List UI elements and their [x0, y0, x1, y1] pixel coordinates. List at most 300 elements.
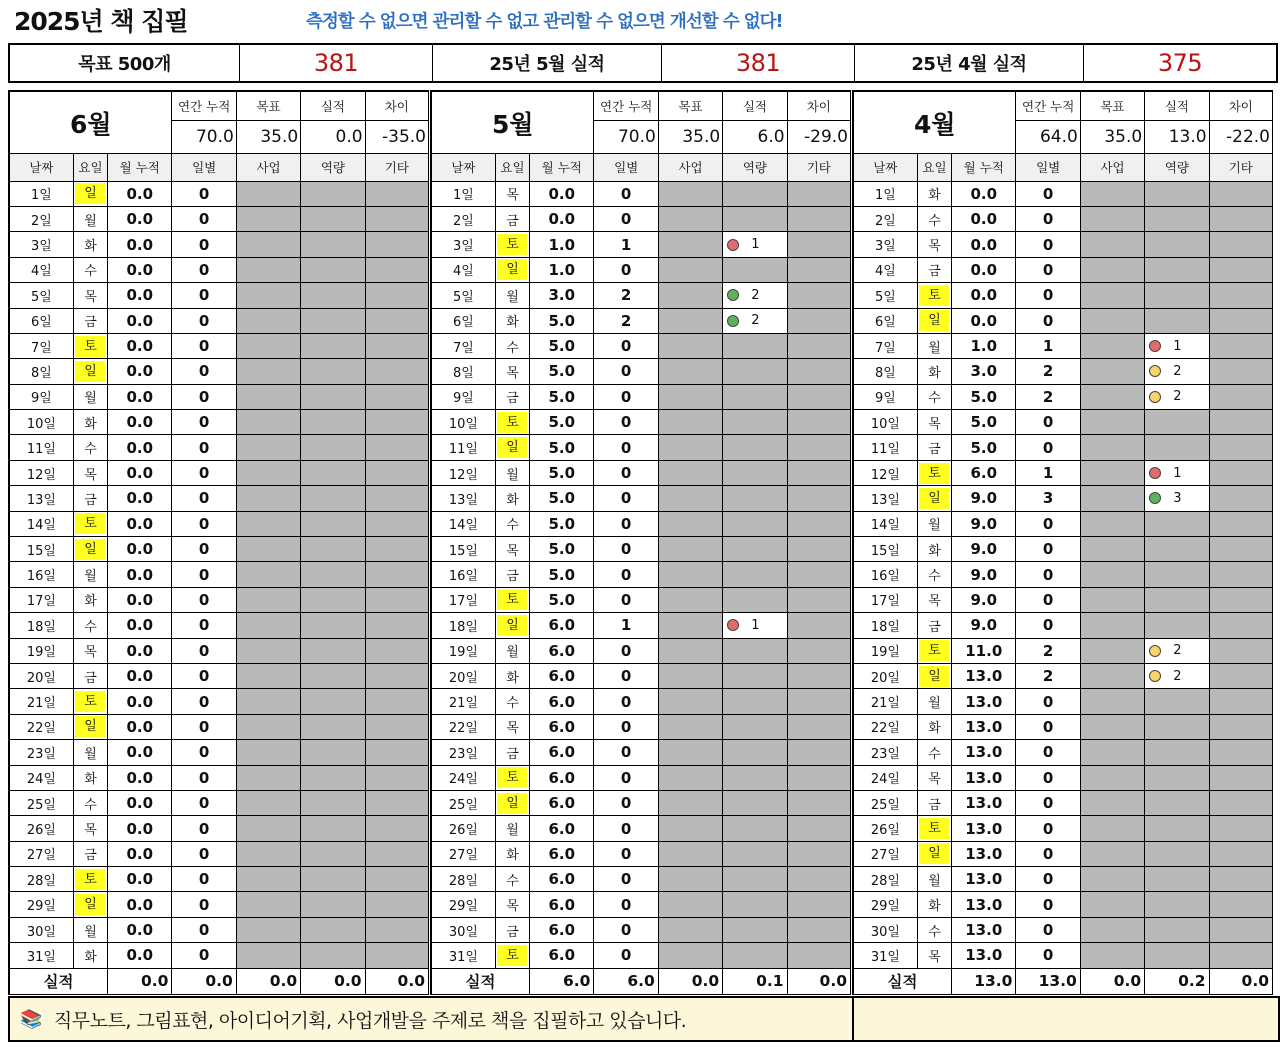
daily-count-cell[interactable]: 0: [1016, 435, 1080, 460]
month-cumulative-cell[interactable]: 9.0: [952, 537, 1016, 562]
date-cell[interactable]: 3일: [853, 232, 917, 257]
capability-cell[interactable]: [301, 384, 365, 409]
month-cumulative-cell[interactable]: 0.0: [108, 841, 172, 866]
other-cell[interactable]: [365, 181, 428, 206]
capability-cell[interactable]: [301, 816, 365, 841]
capability-cell[interactable]: [723, 714, 787, 739]
business-cell[interactable]: [658, 460, 722, 485]
business-cell[interactable]: [236, 308, 300, 333]
business-cell[interactable]: [658, 435, 722, 460]
weekday-cell[interactable]: [495, 892, 529, 917]
weekday-cell[interactable]: [917, 511, 951, 536]
other-cell[interactable]: [1209, 765, 1272, 790]
weekday-cell[interactable]: [495, 460, 529, 485]
other-cell[interactable]: [365, 816, 428, 841]
month-cumulative-cell[interactable]: 5.0: [530, 511, 594, 536]
other-cell[interactable]: [365, 867, 428, 892]
daily-count-cell[interactable]: 0: [1016, 587, 1080, 612]
date-cell[interactable]: 1일: [853, 181, 917, 206]
daily-count-cell[interactable]: 2: [1016, 638, 1080, 663]
daily-count-cell[interactable]: 0: [172, 917, 236, 942]
daily-count-cell[interactable]: 0: [1016, 841, 1080, 866]
capability-cell[interactable]: [301, 562, 365, 587]
date-cell[interactable]: 11일: [853, 435, 917, 460]
date-cell[interactable]: 17일: [853, 587, 917, 612]
daily-count-cell[interactable]: 0: [172, 689, 236, 714]
daily-count-cell[interactable]: 2: [1016, 663, 1080, 688]
month-cumulative-cell[interactable]: 0.0: [108, 333, 172, 358]
month-cumulative-cell[interactable]: 0.0: [108, 892, 172, 917]
month-cumulative-cell[interactable]: 0.0: [108, 359, 172, 384]
month-cumulative-cell[interactable]: 13.0: [952, 816, 1016, 841]
capability-cell[interactable]: [1145, 587, 1209, 612]
month-cumulative-cell[interactable]: 5.0: [952, 384, 1016, 409]
other-cell[interactable]: [365, 283, 428, 308]
other-cell[interactable]: [787, 943, 850, 968]
capability-cell[interactable]: [301, 638, 365, 663]
date-cell[interactable]: 28일: [9, 867, 73, 892]
capability-cell[interactable]: [301, 435, 365, 460]
weekday-cell[interactable]: [495, 232, 529, 257]
daily-count-cell[interactable]: 0: [594, 714, 658, 739]
weekday-cell[interactable]: [73, 562, 107, 587]
date-cell[interactable]: 18일: [431, 613, 495, 638]
month-cumulative-cell[interactable]: 0.0: [108, 206, 172, 231]
month-cumulative-cell[interactable]: 6.0: [530, 943, 594, 968]
date-cell[interactable]: 19일: [853, 638, 917, 663]
weekday-cell[interactable]: [495, 765, 529, 790]
business-cell[interactable]: [1080, 384, 1144, 409]
daily-count-cell[interactable]: 0: [172, 257, 236, 282]
capability-cell[interactable]: [1145, 765, 1209, 790]
capability-cell[interactable]: [301, 333, 365, 358]
business-cell[interactable]: [236, 689, 300, 714]
total-value[interactable]: 0.0: [172, 968, 236, 994]
month-cumulative-cell[interactable]: 9.0: [952, 613, 1016, 638]
capability-cell[interactable]: [1145, 232, 1209, 257]
month-cumulative-cell[interactable]: 5.0: [530, 486, 594, 511]
date-cell[interactable]: 14일: [853, 511, 917, 536]
date-cell[interactable]: 4일: [9, 257, 73, 282]
other-cell[interactable]: [1209, 587, 1272, 612]
other-cell[interactable]: [1209, 435, 1272, 460]
month-cumulative-cell[interactable]: 0.0: [108, 511, 172, 536]
month-cumulative-cell[interactable]: 13.0: [952, 943, 1016, 968]
date-cell[interactable]: 23일: [431, 740, 495, 765]
month-cumulative-cell[interactable]: 6.0: [530, 689, 594, 714]
weekday-cell[interactable]: [73, 613, 107, 638]
capability-cell[interactable]: [301, 511, 365, 536]
date-cell[interactable]: 23일: [9, 740, 73, 765]
month-cumulative-cell[interactable]: 3.0: [530, 283, 594, 308]
daily-count-cell[interactable]: 3: [1016, 486, 1080, 511]
capability-cell[interactable]: [723, 562, 787, 587]
daily-count-cell[interactable]: 0: [172, 206, 236, 231]
other-cell[interactable]: [365, 537, 428, 562]
month-cumulative-cell[interactable]: 13.0: [952, 917, 1016, 942]
capability-cell[interactable]: [723, 892, 787, 917]
month-cumulative-cell[interactable]: 0.0: [108, 765, 172, 790]
daily-count-cell[interactable]: 0: [1016, 740, 1080, 765]
weekday-cell[interactable]: [73, 308, 107, 333]
daily-count-cell[interactable]: 0: [1016, 790, 1080, 815]
business-cell[interactable]: [1080, 511, 1144, 536]
capability-cell[interactable]: [1145, 917, 1209, 942]
month-cumulative-cell[interactable]: 5.0: [530, 460, 594, 485]
other-cell[interactable]: [365, 562, 428, 587]
stat-value[interactable]: 70.0: [172, 120, 236, 153]
daily-count-cell[interactable]: 1: [1016, 460, 1080, 485]
capability-cell[interactable]: [301, 689, 365, 714]
other-cell[interactable]: [365, 841, 428, 866]
business-cell[interactable]: [1080, 816, 1144, 841]
date-cell[interactable]: 14일: [431, 511, 495, 536]
summary-apr-label[interactable]: 25년 4월 실적: [855, 45, 1084, 81]
daily-count-cell[interactable]: 0: [172, 613, 236, 638]
capability-cell[interactable]: [301, 892, 365, 917]
capability-cell[interactable]: [301, 181, 365, 206]
daily-count-cell[interactable]: 1: [594, 232, 658, 257]
weekday-cell[interactable]: [917, 943, 951, 968]
daily-count-cell[interactable]: 1: [1016, 333, 1080, 358]
total-value[interactable]: 0.0: [301, 968, 365, 994]
date-cell[interactable]: 29일: [853, 892, 917, 917]
business-cell[interactable]: [1080, 232, 1144, 257]
month-cumulative-cell[interactable]: 13.0: [952, 740, 1016, 765]
capability-cell[interactable]: [1145, 714, 1209, 739]
business-cell[interactable]: [658, 486, 722, 511]
weekday-cell[interactable]: [495, 384, 529, 409]
business-cell[interactable]: [236, 790, 300, 815]
daily-count-cell[interactable]: 0: [1016, 765, 1080, 790]
business-cell[interactable]: [658, 181, 722, 206]
other-cell[interactable]: [365, 638, 428, 663]
capability-cell[interactable]: [1145, 257, 1209, 282]
business-cell[interactable]: [1080, 613, 1144, 638]
date-cell[interactable]: 10일: [431, 410, 495, 435]
date-cell[interactable]: 15일: [853, 537, 917, 562]
daily-count-cell[interactable]: 0: [172, 537, 236, 562]
business-cell[interactable]: [236, 740, 300, 765]
weekday-cell[interactable]: [73, 537, 107, 562]
total-value[interactable]: 6.0: [530, 968, 594, 994]
weekday-cell[interactable]: [495, 943, 529, 968]
business-cell[interactable]: [658, 613, 722, 638]
date-cell[interactable]: 9일: [431, 384, 495, 409]
month-cumulative-cell[interactable]: 0.0: [530, 181, 594, 206]
other-cell[interactable]: [365, 943, 428, 968]
month-cumulative-cell[interactable]: 5.0: [530, 333, 594, 358]
daily-count-cell[interactable]: 0: [172, 816, 236, 841]
total-value[interactable]: 0.0: [365, 968, 428, 994]
daily-count-cell[interactable]: 0: [172, 283, 236, 308]
daily-count-cell[interactable]: 2: [1016, 359, 1080, 384]
month-cumulative-cell[interactable]: 0.0: [108, 410, 172, 435]
other-cell[interactable]: [787, 790, 850, 815]
other-cell[interactable]: [1209, 714, 1272, 739]
date-cell[interactable]: 24일: [431, 765, 495, 790]
capability-cell[interactable]: [723, 587, 787, 612]
capability-cell[interactable]: [723, 689, 787, 714]
daily-count-cell[interactable]: 0: [172, 765, 236, 790]
other-cell[interactable]: [787, 663, 850, 688]
month-cumulative-cell[interactable]: 13.0: [952, 790, 1016, 815]
daily-count-cell[interactable]: 0: [1016, 816, 1080, 841]
date-cell[interactable]: 25일: [853, 790, 917, 815]
month-cumulative-cell[interactable]: 5.0: [530, 562, 594, 587]
weekday-cell[interactable]: [917, 257, 951, 282]
other-cell[interactable]: [365, 232, 428, 257]
date-cell[interactable]: 24일: [9, 765, 73, 790]
other-cell[interactable]: [365, 384, 428, 409]
business-cell[interactable]: [236, 537, 300, 562]
other-cell[interactable]: [1209, 410, 1272, 435]
month-cumulative-cell[interactable]: 0.0: [108, 867, 172, 892]
business-cell[interactable]: [236, 587, 300, 612]
date-cell[interactable]: 17일: [431, 587, 495, 612]
business-cell[interactable]: [1080, 714, 1144, 739]
month-cumulative-cell[interactable]: 0.0: [108, 663, 172, 688]
other-cell[interactable]: [365, 587, 428, 612]
weekday-cell[interactable]: [917, 333, 951, 358]
weekday-cell[interactable]: [73, 181, 107, 206]
date-cell[interactable]: 21일: [431, 689, 495, 714]
date-cell[interactable]: 5일: [9, 283, 73, 308]
weekday-cell[interactable]: [917, 232, 951, 257]
weekday-cell[interactable]: [917, 790, 951, 815]
daily-count-cell[interactable]: 0: [1016, 232, 1080, 257]
capability-cell[interactable]: [723, 613, 787, 638]
weekday-cell[interactable]: [73, 917, 107, 942]
month-cumulative-cell[interactable]: 3.0: [952, 359, 1016, 384]
other-cell[interactable]: [787, 435, 850, 460]
business-cell[interactable]: [236, 816, 300, 841]
date-cell[interactable]: 7일: [9, 333, 73, 358]
date-cell[interactable]: 16일: [9, 562, 73, 587]
daily-count-cell[interactable]: 0: [1016, 537, 1080, 562]
capability-cell[interactable]: [301, 714, 365, 739]
total-value[interactable]: 0.0: [787, 968, 850, 994]
weekday-cell[interactable]: [495, 283, 529, 308]
business-cell[interactable]: [658, 740, 722, 765]
capability-cell[interactable]: [301, 206, 365, 231]
weekday-cell[interactable]: [917, 562, 951, 587]
date-cell[interactable]: 10일: [9, 410, 73, 435]
other-cell[interactable]: [787, 638, 850, 663]
other-cell[interactable]: [1209, 511, 1272, 536]
weekday-cell[interactable]: [495, 841, 529, 866]
date-cell[interactable]: 20일: [9, 663, 73, 688]
capability-cell[interactable]: [1145, 867, 1209, 892]
daily-count-cell[interactable]: 0: [594, 486, 658, 511]
month-cumulative-cell[interactable]: 6.0: [530, 790, 594, 815]
weekday-cell[interactable]: [917, 181, 951, 206]
daily-count-cell[interactable]: 0: [594, 511, 658, 536]
capability-cell[interactable]: [1145, 943, 1209, 968]
date-cell[interactable]: 4일: [431, 257, 495, 282]
date-cell[interactable]: 15일: [431, 537, 495, 562]
other-cell[interactable]: [787, 537, 850, 562]
weekday-cell[interactable]: [917, 765, 951, 790]
weekday-cell[interactable]: [73, 790, 107, 815]
summary-apr-value[interactable]: 375: [1157, 49, 1203, 77]
other-cell[interactable]: [1209, 333, 1272, 358]
business-cell[interactable]: [236, 486, 300, 511]
daily-count-cell[interactable]: 0: [172, 841, 236, 866]
total-value[interactable]: 6.0: [594, 968, 658, 994]
month-cumulative-cell[interactable]: 0.0: [952, 181, 1016, 206]
month-cumulative-cell[interactable]: 0.0: [108, 689, 172, 714]
weekday-cell[interactable]: [917, 663, 951, 688]
daily-count-cell[interactable]: 0: [172, 181, 236, 206]
weekday-cell[interactable]: [495, 511, 529, 536]
weekday-cell[interactable]: [495, 790, 529, 815]
month-cumulative-cell[interactable]: 6.0: [530, 917, 594, 942]
capability-cell[interactable]: [1145, 613, 1209, 638]
weekday-cell[interactable]: [917, 435, 951, 460]
capability-cell[interactable]: [301, 943, 365, 968]
month-cumulative-cell[interactable]: 6.0: [530, 740, 594, 765]
weekday-cell[interactable]: [495, 613, 529, 638]
month-cumulative-cell[interactable]: 0.0: [108, 740, 172, 765]
business-cell[interactable]: [236, 283, 300, 308]
month-cumulative-cell[interactable]: 0.0: [108, 714, 172, 739]
other-cell[interactable]: [365, 460, 428, 485]
business-cell[interactable]: [236, 232, 300, 257]
weekday-cell[interactable]: [73, 740, 107, 765]
month-cumulative-cell[interactable]: 6.0: [530, 816, 594, 841]
total-value[interactable]: 0.0: [1209, 968, 1272, 994]
daily-count-cell[interactable]: 0: [1016, 943, 1080, 968]
capability-cell[interactable]: [1145, 562, 1209, 587]
capability-cell[interactable]: [301, 841, 365, 866]
month-cumulative-cell[interactable]: 5.0: [530, 435, 594, 460]
weekday-cell[interactable]: [495, 333, 529, 358]
date-cell[interactable]: 27일: [853, 841, 917, 866]
other-cell[interactable]: [365, 790, 428, 815]
other-cell[interactable]: [787, 359, 850, 384]
business-cell[interactable]: [658, 943, 722, 968]
month-cumulative-cell[interactable]: 5.0: [530, 384, 594, 409]
date-cell[interactable]: 8일: [431, 359, 495, 384]
total-value[interactable]: 0.0: [1080, 968, 1144, 994]
daily-count-cell[interactable]: 0: [172, 384, 236, 409]
other-cell[interactable]: [1209, 867, 1272, 892]
capability-cell[interactable]: [723, 740, 787, 765]
capability-cell[interactable]: [723, 232, 787, 257]
business-cell[interactable]: [1080, 740, 1144, 765]
weekday-cell[interactable]: [495, 486, 529, 511]
capability-cell[interactable]: [301, 460, 365, 485]
date-cell[interactable]: 11일: [431, 435, 495, 460]
date-cell[interactable]: 8일: [853, 359, 917, 384]
capability-cell[interactable]: [1145, 435, 1209, 460]
month-cumulative-cell[interactable]: 13.0: [952, 867, 1016, 892]
month-cumulative-cell[interactable]: 13.0: [952, 714, 1016, 739]
business-cell[interactable]: [658, 638, 722, 663]
weekday-cell[interactable]: [917, 917, 951, 942]
business-cell[interactable]: [236, 562, 300, 587]
capability-cell[interactable]: [1145, 181, 1209, 206]
weekday-cell[interactable]: [495, 308, 529, 333]
business-cell[interactable]: [1080, 663, 1144, 688]
date-cell[interactable]: 6일: [9, 308, 73, 333]
date-cell[interactable]: 4일: [853, 257, 917, 282]
date-cell[interactable]: 1일: [9, 181, 73, 206]
other-cell[interactable]: [787, 410, 850, 435]
capability-cell[interactable]: [1145, 740, 1209, 765]
date-cell[interactable]: 12일: [431, 460, 495, 485]
business-cell[interactable]: [236, 511, 300, 536]
capability-cell[interactable]: [301, 587, 365, 612]
month-cumulative-cell[interactable]: 0.0: [108, 790, 172, 815]
business-cell[interactable]: [1080, 283, 1144, 308]
capability-cell[interactable]: [723, 283, 787, 308]
other-cell[interactable]: [365, 410, 428, 435]
capability-cell[interactable]: [301, 232, 365, 257]
business-cell[interactable]: [1080, 790, 1144, 815]
weekday-cell[interactable]: [917, 308, 951, 333]
capability-cell[interactable]: [723, 460, 787, 485]
business-cell[interactable]: [658, 308, 722, 333]
capability-cell[interactable]: [301, 790, 365, 815]
date-cell[interactable]: 13일: [431, 486, 495, 511]
business-cell[interactable]: [1080, 638, 1144, 663]
capability-cell[interactable]: [1145, 892, 1209, 917]
weekday-cell[interactable]: [495, 359, 529, 384]
capability-cell[interactable]: [723, 638, 787, 663]
business-cell[interactable]: [1080, 359, 1144, 384]
capability-cell[interactable]: [1145, 359, 1209, 384]
daily-count-cell[interactable]: 0: [594, 790, 658, 815]
capability-cell[interactable]: [301, 257, 365, 282]
business-cell[interactable]: [658, 537, 722, 562]
business-cell[interactable]: [1080, 562, 1144, 587]
business-cell[interactable]: [1080, 689, 1144, 714]
total-value[interactable]: 0.0: [658, 968, 722, 994]
weekday-cell[interactable]: [917, 816, 951, 841]
other-cell[interactable]: [365, 917, 428, 942]
date-cell[interactable]: 6일: [431, 308, 495, 333]
capability-cell[interactable]: [1145, 206, 1209, 231]
other-cell[interactable]: [787, 562, 850, 587]
daily-count-cell[interactable]: 0: [594, 460, 658, 485]
business-cell[interactable]: [236, 384, 300, 409]
weekday-cell[interactable]: [73, 689, 107, 714]
other-cell[interactable]: [1209, 638, 1272, 663]
date-cell[interactable]: 9일: [853, 384, 917, 409]
month-cumulative-cell[interactable]: 1.0: [952, 333, 1016, 358]
stat-value[interactable]: -35.0: [365, 120, 428, 153]
weekday-cell[interactable]: [73, 663, 107, 688]
date-cell[interactable]: 31일: [9, 943, 73, 968]
daily-count-cell[interactable]: 0: [1016, 257, 1080, 282]
weekday-cell[interactable]: [73, 359, 107, 384]
business-cell[interactable]: [658, 333, 722, 358]
weekday-cell[interactable]: [917, 689, 951, 714]
business-cell[interactable]: [236, 714, 300, 739]
business-cell[interactable]: [658, 562, 722, 587]
date-cell[interactable]: 3일: [431, 232, 495, 257]
other-cell[interactable]: [787, 689, 850, 714]
daily-count-cell[interactable]: 0: [594, 943, 658, 968]
weekday-cell[interactable]: [917, 283, 951, 308]
weekday-cell[interactable]: [917, 206, 951, 231]
business-cell[interactable]: [1080, 333, 1144, 358]
capability-cell[interactable]: [723, 790, 787, 815]
business-cell[interactable]: [1080, 486, 1144, 511]
other-cell[interactable]: [365, 308, 428, 333]
